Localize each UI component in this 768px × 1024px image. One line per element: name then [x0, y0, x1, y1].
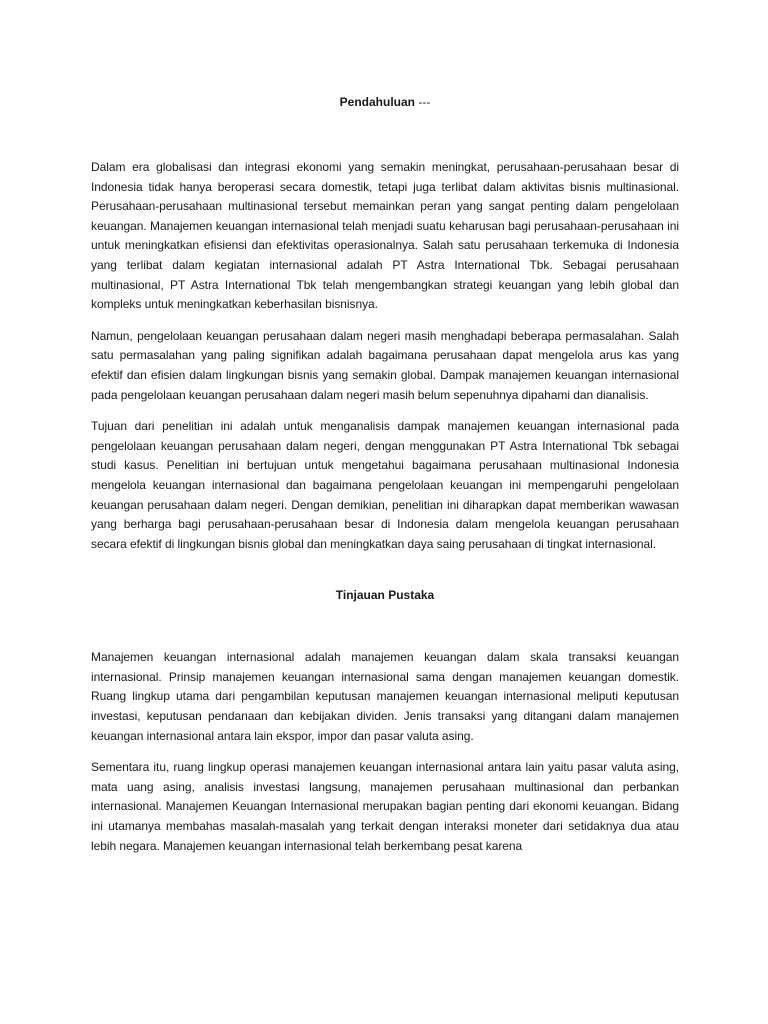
document-body — [91, 93, 679, 868]
section-title: Pendahuluan — [339, 95, 415, 109]
paragraph: Tujuan dari penelitian ini adalah untuk menganalisis dampak manajemen keuangan internasional pada pengelolaan keuangan perusahaan dalam negeri, dengan menggunakan PT Astra International Tbk sebagai studi kasus. Penelitian ini bertujuan untuk mengetahui bagaimana perusahaan multinasional Indonesia mengelola keuangan internasional dan bagaimana pengelolaan keuangan ini mempengaruhi pengelolaan keuangan perusahaan dalam negeri. Dengan demikian, penelitian ini diharapkan dapat memberikan wawasan yang berharga bagi perusahaan-perusahaan besar di Indonesia dalam mengelola keuangan perusahaan secara efektif di lingkungan bisnis global dan meningkatkan daya saing perusahaan di tingkat internasional. — [91, 419, 679, 551]
paragraph: Dalam era globalisasi dan integrasi ekonomi yang semakin meningkat, perusahaan-perusahaan besar di Indonesia tidak hanya beroperasi secara domestik, tetapi juga terlibat dalam aktivitas bisnis multinasional. Perusahaan-perusahaan multinasional tersebut memainkan peran yang sangat penting dalam pengelolaan keuangan. Manajemen keuangan internasional telah menjadi suatu keharusan bagi perusahaan-perusahaan ini untuk meningkatkan efisiensi dan efektivitas operasionalnya. Salah satu perusahaan terkemuka di Indonesia yang terlibat dalam kegiatan internasional adalah PT Astra International Tbk. Sebagai perusahaan multinasional, PT Astra International Tbk telah mengembangkan strategi keuangan yang lebih global dan kompleks untuk meningkatkan keberhasilan bisnisnya. — [91, 160, 679, 312]
paragraph: Manajemen keuangan internasional adalah manajemen keuangan dalam skala transaksi keuangan internasional. Prinsip manajemen keuangan internasional sama dengan manajemen keuangan domestik. Ruang lingkup utama dari pengambilan keputusan manajemen keuangan internasional meliputi keputusan investasi, keputusan pendanaan dan kebijakan dividen. Jenis transaksi yang ditangani dalam manajemen keuangan internasional antara lain ekspor, impor dan pasar valuta asing. — [91, 650, 679, 743]
paragraph: Namun, pengelolaan keuangan perusahaan dalam negeri masih menghadapi beberapa permasalahan. Salah satu permasalahan yang paling signifikan adalah bagaimana perusahaan dapat mengelola arus kas yang efektif dan efisien dalam lingkungan bisnis yang semakin global. Dampak manajemen keuangan internasional pada pengelolaan keuangan perusahaan dalam negeri masih belum sepenuhnya dipahami dan dianalisis. — [91, 328, 679, 402]
section-heading-tinjauan-pustaka — [91, 586, 679, 605]
section-title: Tinjauan Pustaka — [335, 588, 435, 603]
section-title-suffix: --- — [415, 95, 431, 109]
section-heading-pendahuluan — [91, 93, 679, 112]
paragraph: Sementara itu, ruang lingkup operasi manajemen keuangan internasional antara lain yaitu pasar valuta asing, mata uang asing, analisis investasi langsung, manajemen perusahaan multinasional dan perbankan internasional. Manajemen Keuangan Internasional merupakan bagian penting dari ekonomi keuangan. Bidang ini utamanya membahas masalah-masalah yang terkait dengan interaksi moneter dari setidaknya dua atau lebih negara. Manajemen keuangan internasional telah berkembang pesat karena — [91, 760, 679, 853]
